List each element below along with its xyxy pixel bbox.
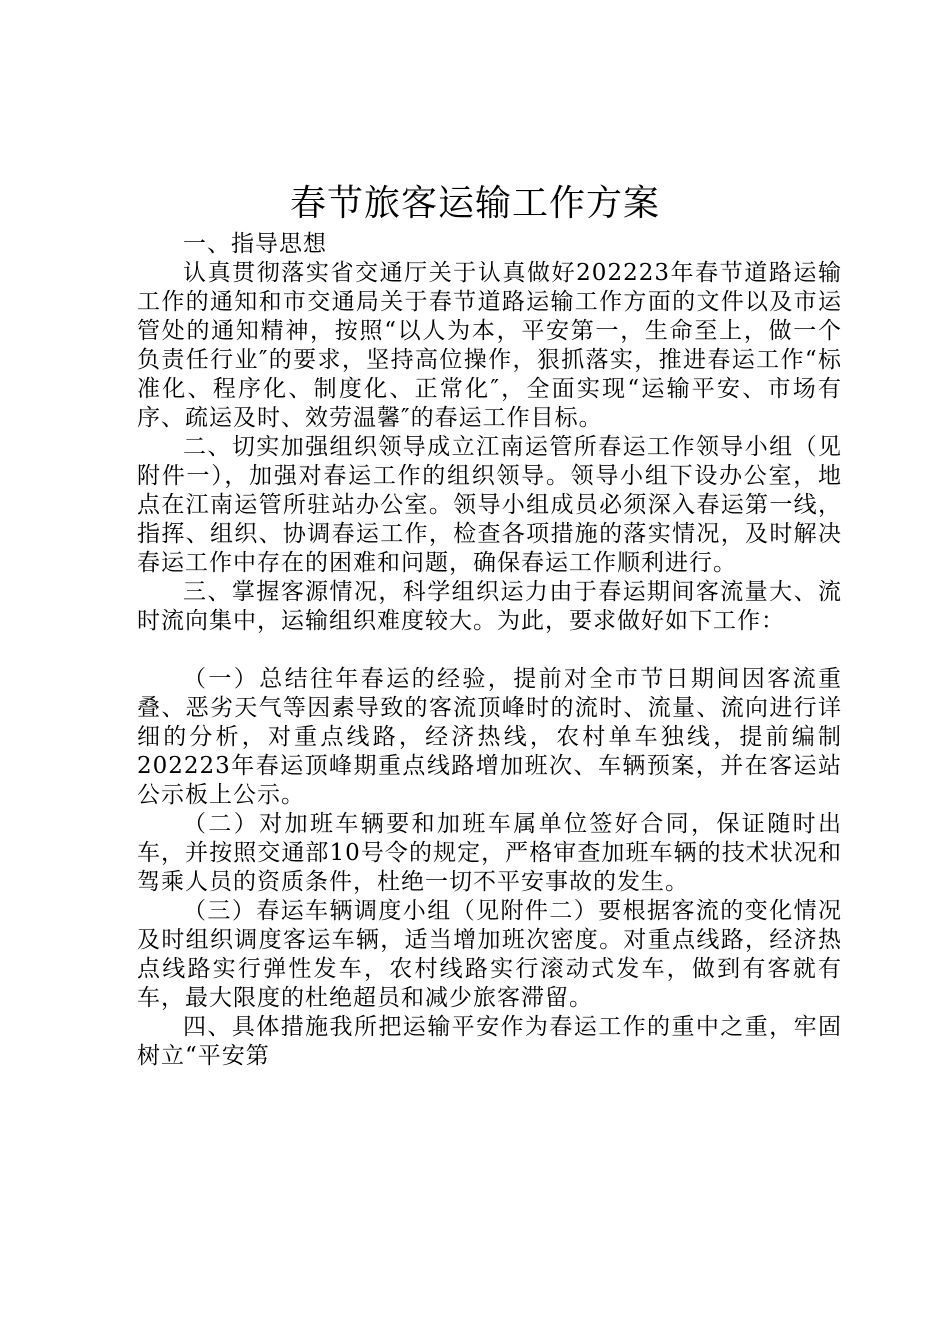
paragraph-guiding-ideology: 认真贯彻落实省交通厅关于认真做好202223年春节道路运输工作的通知和市交通局关于春节道路运输工作方面的文件以及市运管处的通知精神，按照“以人为本，平安第一，生命至上，做一个负责任行业″的要求，坚持高位操作，狠抓落实，推进春运工作“标准化、程序化、制度化、正常化″，全面实现“运输平安、市场有序、疏运及时、效劳温馨″的春运工作目标。	[137, 260, 842, 431]
paragraph-specific-measures: 四、具体措施我所把运输平安作为春运工作的重中之重，牢固树立“平安第	[137, 1014, 842, 1069]
paragraph-item-1: （一）总结往年春运的经验，提前对全市节日期间因客流重叠、恶劣天气等因素导致的客流顶峰时的流时、流量、流向进行详细的分析，对重点线路，经济热线，农村单车独线，提前编制202223年春运顶峰期重点线路增加班次、车辆预案，并在客运站公示板上公示。	[137, 666, 842, 808]
document-body	[137, 230, 842, 1071]
paragraph-item-3: （三）春运车辆调度小组（见附件二）要根据客流的变化情况及时组织调度客运车辆，适当增加班次密度。对重点线路，经济热点线路实行弹性发车，农村线路实行滚动式发车，做到有客就有车，最大限度的杜绝超员和减少旅客滞留。	[137, 898, 842, 1011]
paragraph-passenger-source: 三、掌握客源情况，科学组织运力由于春运期间客流量大、流时流向集中，运输组织难度较大。为此，要求做好如下工作：	[137, 579, 842, 634]
section-heading-guiding-ideology: 一、指导思想	[183, 231, 327, 257]
document-title: 春节旅客运输工作方案	[289, 183, 660, 224]
paragraph-organization-leadership: 二、切实加强组织领导成立江南运管所春运工作领导小组（见附件一），加强对春运工作的组织领导。领导小组下设办公室，地点在江南运管所驻站办公室。领导小组成员必须深入春运第一线，指挥、组织、协调春运工作，检查各项措施的落实情况，及时解决春运工作中存在的困难和问题，确保春运工作顺利进行。	[137, 434, 842, 576]
paragraph-item-2: （二）对加班车辆要和加班车属单位签好合同，保证随时出车，并按照交通部10号令的规定，严格审查加班车辆的技术状况和驾乘人员的资质条件，杜绝一切不平安事故的发生。	[137, 811, 842, 895]
